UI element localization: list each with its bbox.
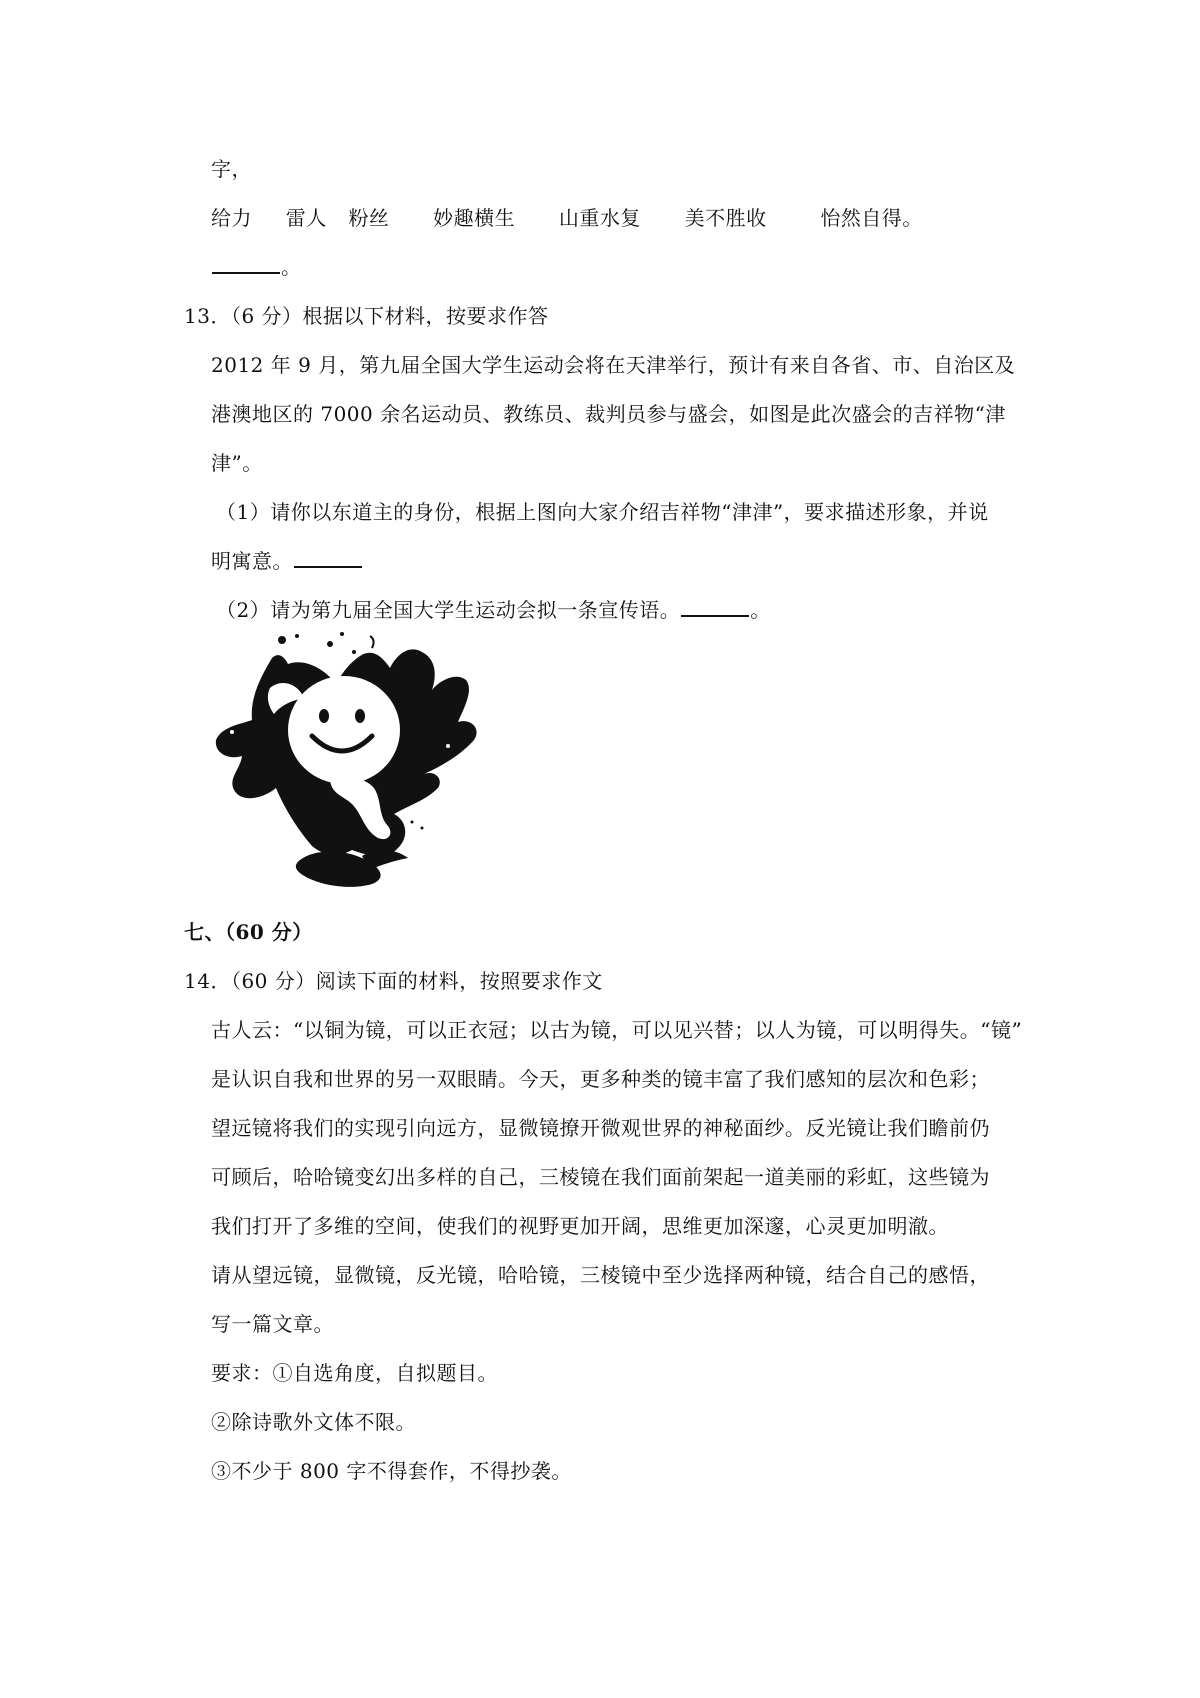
q14-header: 14．（60 分）阅读下面的材料，按照要求作文 bbox=[184, 969, 603, 993]
q14-requirement-1: 要求：①自选角度，自拟题目。 bbox=[211, 1361, 498, 1385]
q12-line-1: 字， bbox=[211, 157, 252, 181]
word-1: 给力 bbox=[211, 206, 252, 230]
q14-line-6: 请从望远镜，显微镜，反光镜，哈哈镜，三棱镜中至少选择两种镜，结合自己的感悟， bbox=[211, 1263, 990, 1287]
q14-line-7: 写一篇文章。 bbox=[211, 1312, 334, 1336]
q14-requirement-3: ③不少于 800 字不得套作，不得抄袭。 bbox=[211, 1459, 572, 1483]
q14-line-5: 我们打开了多维的空间，使我们的视野更加开阔，思维更加深邃，心灵更加明澈。 bbox=[211, 1214, 949, 1238]
answer-blank[interactable] bbox=[294, 548, 362, 568]
q12-word-list bbox=[211, 204, 923, 232]
q12-answer-line: 。 bbox=[211, 253, 302, 281]
word-4: 妙趣横生 bbox=[433, 206, 516, 230]
section-7-header: 七、（60 分） bbox=[184, 920, 313, 944]
word-7: 怡然自得。 bbox=[820, 206, 923, 230]
q13-sub1-line-2: 明寓意。 bbox=[211, 547, 363, 575]
q14-line-2: 是认识自我和世界的另一双眼睛。今天，更多种类的镜丰富了我们感知的层次和色彩； bbox=[211, 1067, 990, 1091]
answer-blank[interactable] bbox=[212, 254, 280, 274]
answer-blank[interactable] bbox=[681, 597, 749, 617]
q14-line-4: 可顾后，哈哈镜变幻出多样的自己，三棱镜在我们面前架起一道美丽的彩虹，这些镜为 bbox=[211, 1165, 990, 1189]
word-3: 粉丝 bbox=[348, 206, 390, 230]
q13-para-line-3: 津”。 bbox=[211, 451, 263, 475]
word-6: 美不胜收 bbox=[684, 206, 767, 230]
q13-para-line-1: 2012 年 9 月，第九届全国大学生运动会将在天津举行，预计有来自各省、市、自治区及 bbox=[211, 353, 1016, 377]
q14-line-3: 望远镜将我们的实现引向远方，显微镜撩开微观世界的神秘面纱。反光镜让我们瞻前仍 bbox=[211, 1116, 990, 1140]
q13-sub1-line-1: （1）请你以东道主的身份，根据上图向大家介绍吉祥物“津津”，要求描述形象，并说 bbox=[216, 500, 989, 524]
q14-line-1: 古人云：“以铜为镜，可以正衣冠；以古为镜，可以见兴替；以人为镜，可以明得失。“镜” bbox=[211, 1018, 1023, 1042]
word-5: 山重水复 bbox=[558, 206, 641, 230]
word-2: 雷人 bbox=[285, 206, 327, 230]
mascot-jinjin-image bbox=[212, 628, 494, 896]
q14-requirement-2: ②除诗歌外文体不限。 bbox=[211, 1410, 416, 1434]
q13-para-line-2: 港澳地区的 7000 余名运动员、教练员、裁判员参与盛会，如图是此次盛会的吉祥物“津 bbox=[211, 402, 1006, 426]
q13-sub2: （2）请为第九届全国大学生运动会拟一条宣传语。 。 bbox=[216, 598, 771, 622]
q13-header: 13．（6 分）根据以下材料，按要求作答 bbox=[184, 304, 549, 328]
